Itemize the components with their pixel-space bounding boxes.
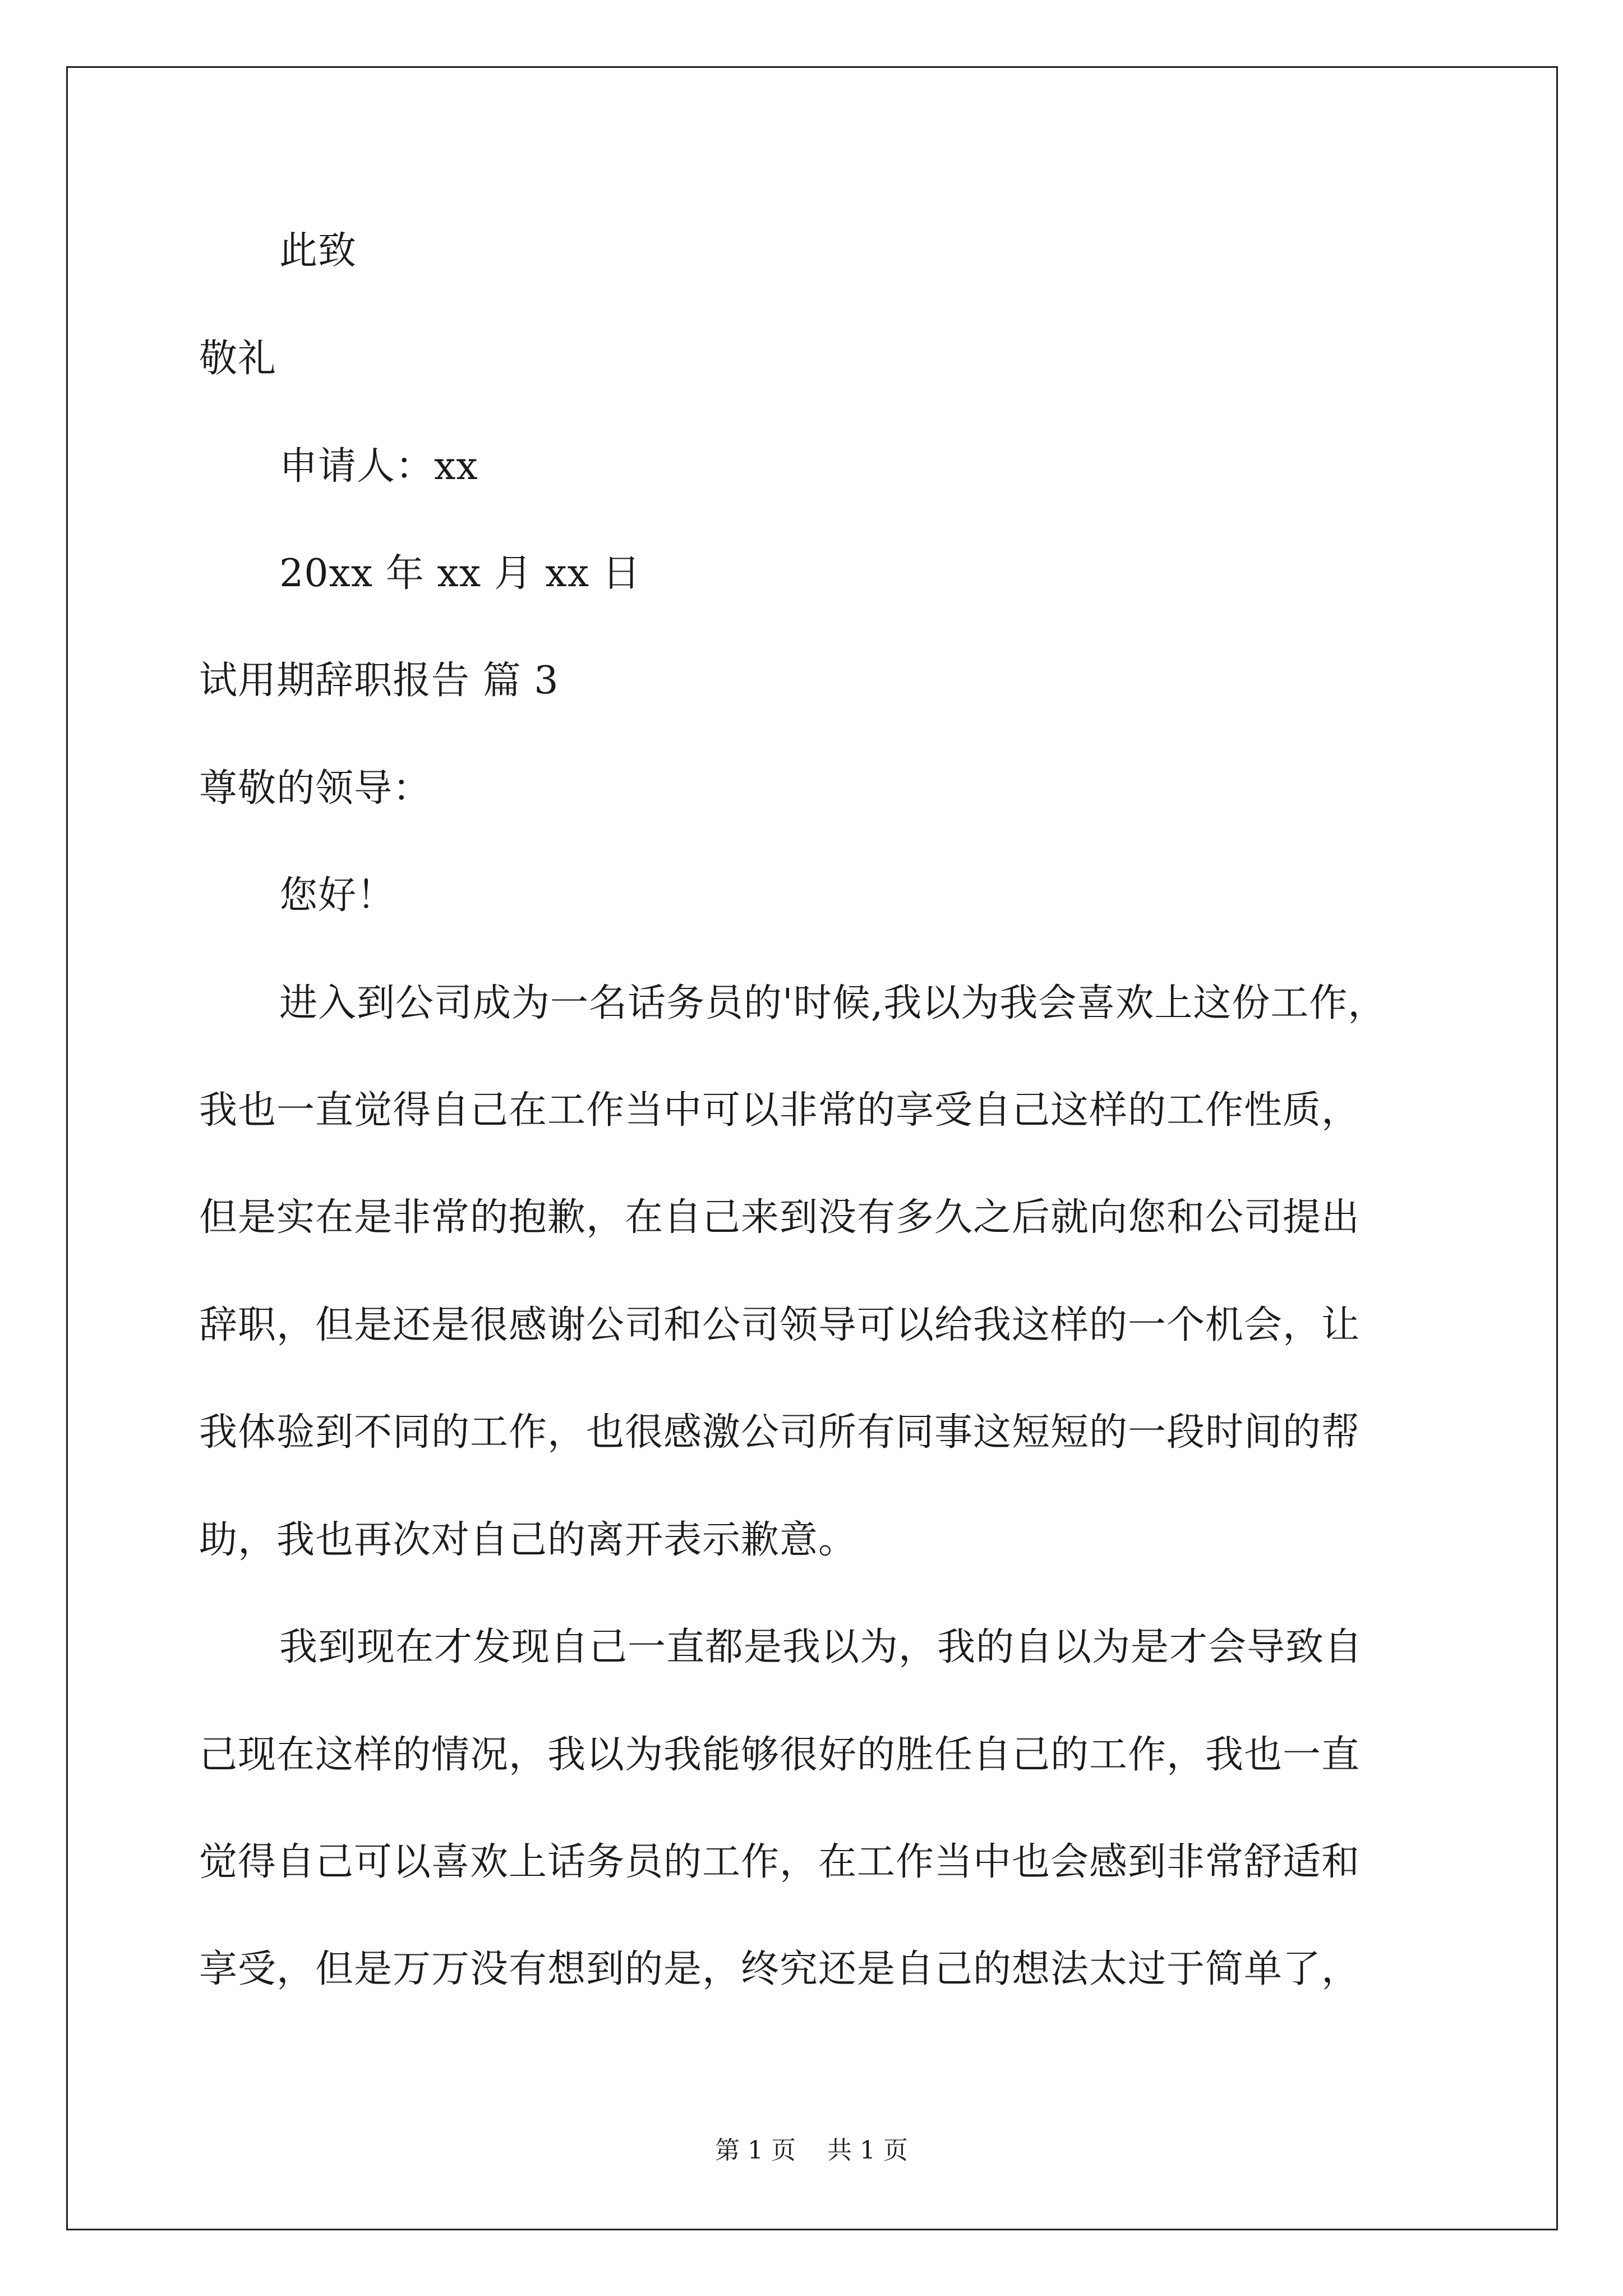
page-footer: 第 1 页 共 1 页 bbox=[715, 2136, 908, 2165]
paragraph-line: 但是实在是非常的抱歉，在自己来到没有多久之后就向您和公司提出 bbox=[199, 1195, 1361, 1240]
addressee: 尊敬的领导： bbox=[199, 766, 432, 811]
paragraph-line: 觉得自己可以喜欢上话务员的工作，在工作当中也会感到非常舒适和 bbox=[199, 1840, 1361, 1884]
paragraph-line: 我到现在才发现自己一直都是我以为，我的自以为是才会导致自 bbox=[279, 1625, 1363, 1669]
paragraph-line: 己现在这样的情况，我以为我能够很好的胜任自己的工作，我也一直 bbox=[199, 1733, 1361, 1777]
page-border bbox=[66, 66, 1558, 2230]
paragraph-line: 我体验到不同的工作，也很感激公司所有同事这短短的一段时间的帮 bbox=[199, 1410, 1361, 1455]
paragraph-line: 享受，但是万万没有想到的是，终究还是自己的想法太过于简单了， bbox=[199, 1947, 1361, 1991]
paragraph-line: 进入到公司成为一名话务员的'时候,我以为我会喜欢上这份工作， bbox=[279, 981, 1387, 1025]
paragraph-line: 我也一直觉得自己在工作当中可以非常的享受自己这样的工作性质， bbox=[199, 1088, 1361, 1133]
section-title: 试用期辞职报告 篇 3 bbox=[199, 659, 559, 703]
date-line: 20xx 年 xx 月 xx 日 bbox=[279, 551, 641, 596]
closing-regards: 敬礼 bbox=[199, 337, 277, 381]
paragraph-line: 辞职，但是还是很感谢公司和公司领导可以给我这样的一个机会，让 bbox=[199, 1303, 1361, 1347]
paragraph-line: 助，我也再次对自己的离开表示歉意。 bbox=[199, 1518, 857, 1562]
greeting: 您好！ bbox=[279, 873, 396, 918]
applicant-line: 申请人：xx bbox=[279, 444, 478, 489]
closing-salutation: 此致 bbox=[279, 229, 357, 273]
